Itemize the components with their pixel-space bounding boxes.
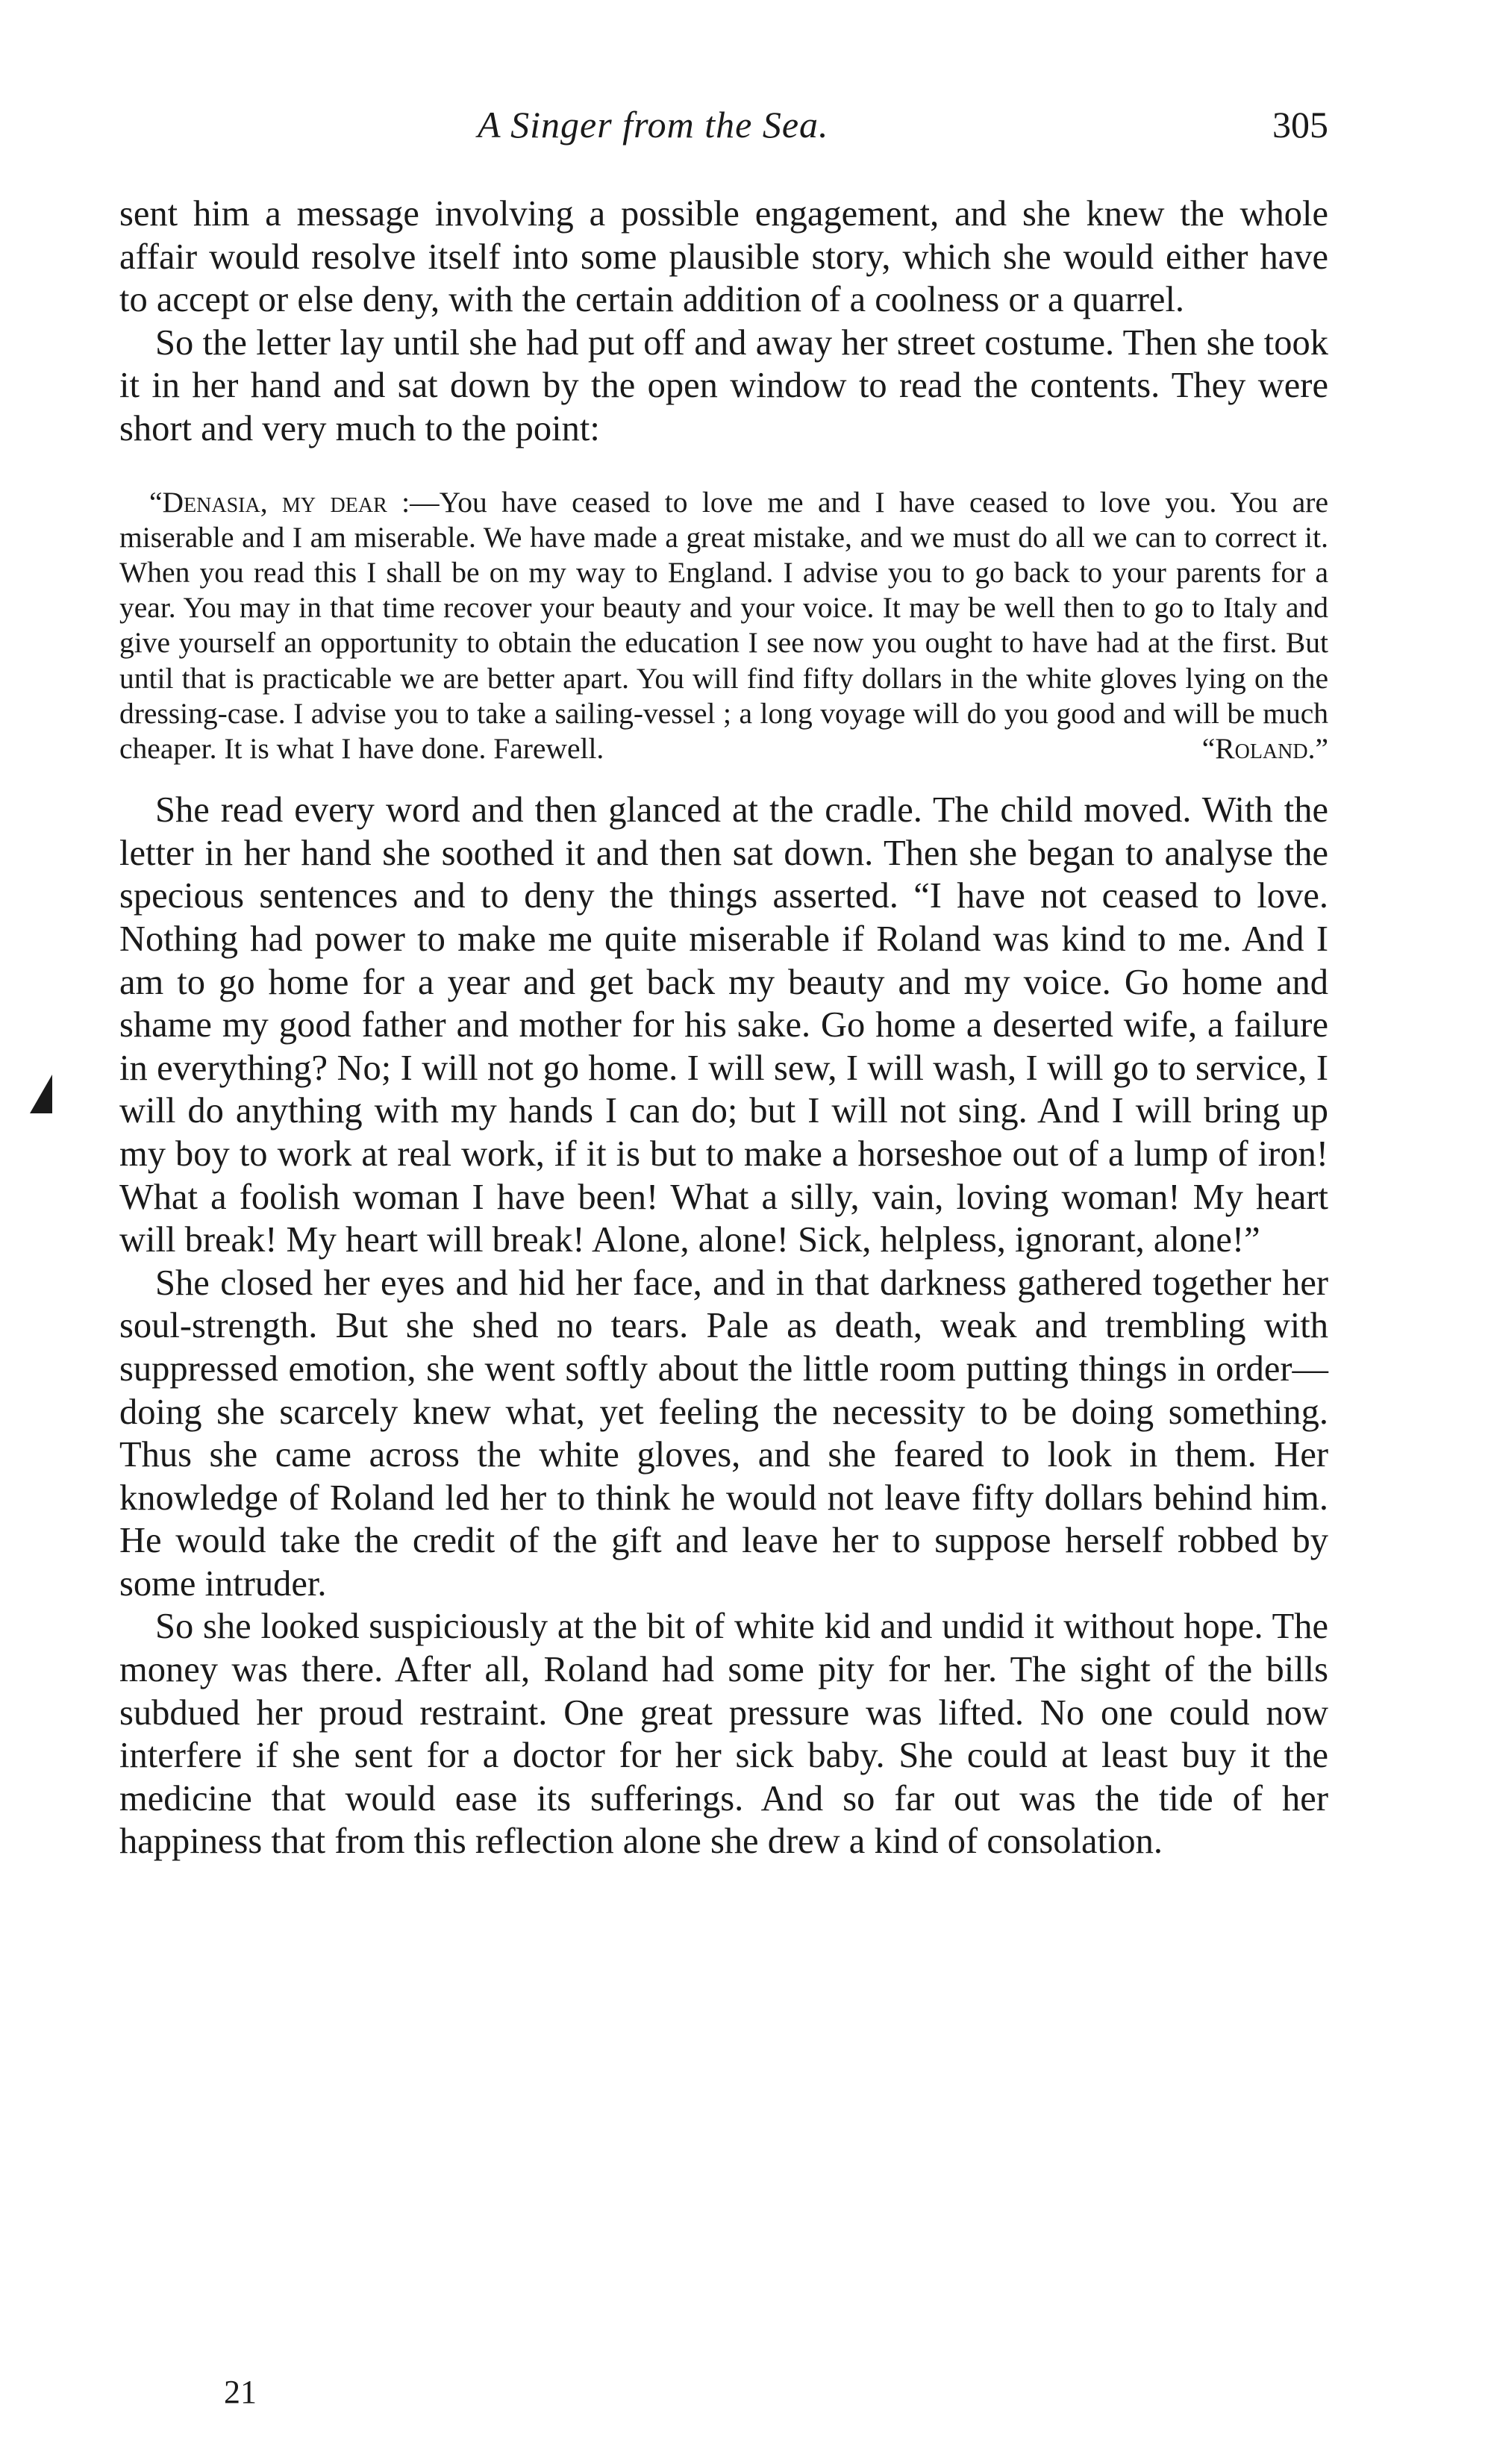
- book-page: [119, 0, 1328, 2464]
- margin-ink-mark: [30, 1075, 52, 1113]
- body-text: [119, 193, 1328, 1863]
- letter-block: [119, 485, 1328, 789]
- paragraph-5: So she looked suspiciously at the bit of white kid and undid it without hope. The money was there. After all, Roland had some pity for her. The sight of the bills subdued her proud restraint. One great pressure was lifted. No one could now interfere if she sent for a doctor for her sick baby. She could at least buy it the medicine that would ease its sufferings. And so far out was the tide of her happiness that from this reflection alone she drew a kind of consolation.: [119, 1607, 1328, 1862]
- letter-spacer: [119, 766, 1328, 789]
- paragraph-3: She read every word and then glanced at the cradle. The child moved. With the letter in her hand she soothed it and then sat down. Then she began to analyse the specious sentences and to deny the things asserted. “I have not ceased to love. Nothing had power to make me quite miserable if Roland was kind to me. And I am to go home for a year and get back my beauty and my voice. Go home and shame my good father and mother for his sake. Go home a deserted wife, a failure in everything? No; I will not go home. I will sew, I will wash, I will go to service, I will do anything with my hands I can do; but I will not sing. And I will bring up my boy to work at real work, if it is but to make a horseshoe out of a lump of iron! What a foolish woman I have been! What a silly, vain, loving woman! My heart will break! My heart will break! Alone, alone! Sick, helpless, ignorant, alone!”: [119, 790, 1328, 1260]
- letter-body: :—You have ceased to love me and I have ceased to love you. You are miserable and I am miserable. We have made a great mistake, and we must do all we can to correct it. When you read this I shall be on my way to England. I advise you to go back to your parents for a year. You may in that time recover your beauty and your voice. It may be well then to go to Italy and give yourself an opportunity to obtain the education I see now you ought to have had at the first. But until that is practicable we are better apart. You will find fifty dollars in the white gloves lying on the dressing-case. I advise you to take a sailing-vessel ; a long voyage will do you good and will be much cheaper. It is what I have done. Farewell.: [119, 485, 1328, 765]
- signature-mark: 21: [224, 2374, 257, 2410]
- letter-salutation: “Denasia, my dear: [149, 485, 387, 519]
- running-title: A Singer from the Sea.: [478, 104, 829, 146]
- page-header: [119, 103, 1328, 155]
- paragraph-1: sent him a message involving a possible engagement, and she knew the whole affair would resolve itself into some plausible story, which she would either have to accept or else deny, with the certain addition of a coolness or a quarrel.: [119, 194, 1328, 320]
- paragraph-2: So the letter lay until she had put off and away her street costume. Then she took it in her hand and sat down by the open window to read the contents. They were short and very much to the point:: [119, 322, 1328, 448]
- paragraph-4: She closed her eyes and hid her face, and in that darkness gathered together her soul-strength. But she shed no tears. Pale as death, weak and trembling with suppressed emotion, she went softly about the little room putting things in order—doing she scarcely knew what, yet feeling the necessity to be doing something. Thus she came across the white gloves, and she feared to look in them. Her knowledge of Roland led her to think he would not leave fifty dollars behind him. He would take the credit of the gift and leave her to suppose herself robbed by some intruder.: [119, 1263, 1328, 1604]
- page-number: 305: [1272, 104, 1328, 146]
- letter-signature: “Roland.”: [1201, 731, 1328, 765]
